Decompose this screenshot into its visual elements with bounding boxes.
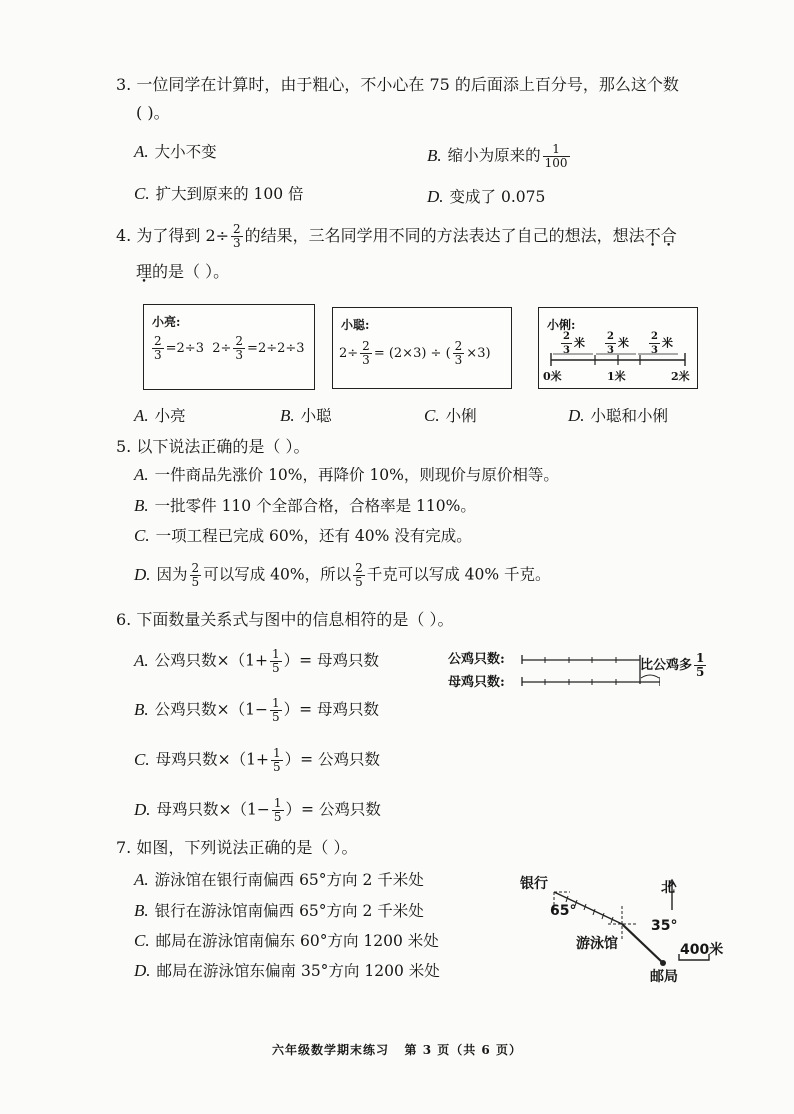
emphasis-dot: 合 — [660, 226, 677, 245]
q7-option-d[interactable]: D. 邮局在游泳馆东偏南 35°方向 1200 米处 — [134, 961, 440, 980]
fraction: $\frac{1}{100}$ — [544, 142, 568, 170]
q3-stem-line1: 3. 一位同学在计算时，由于粗心，不小心在 75 的后面添上百分号，那么这个数 — [116, 75, 679, 94]
box-equation: 2÷ $\frac{2}{3}$ = (2×3) ÷ ( $\frac{2}{3}$ ×3) — [339, 339, 491, 367]
angle-label-35: 35° — [651, 918, 678, 934]
q4-option-b[interactable]: B. 小聪 — [280, 406, 332, 425]
method-box-xiaocong — [332, 307, 512, 389]
q6-option-a[interactable]: A. 公鸡只数×（1+ $\frac{1}{5}$ ）= 母鸡只数 — [134, 647, 380, 675]
segment-label: $\frac{2}{3}$ 米 — [563, 331, 585, 356]
diagram-note: 比公鸡多 $\frac{1}{5}$ — [640, 651, 705, 679]
q6-option-c[interactable]: C. 母鸡只数×（1+ $\frac{1}{5}$ ）= 公鸡只数 — [134, 746, 380, 774]
q5-stem: 5. 以下说法正确的是（ ）。 — [116, 437, 310, 456]
pool-label: 游泳馆 — [576, 936, 618, 952]
segment-label: $\frac{2}{3}$ 米 — [607, 331, 629, 356]
method-box-xiaoliang — [143, 304, 315, 390]
q6-option-d[interactable]: D. 母鸡只数×（1− $\frac{1}{5}$ ）= 公鸡只数 — [134, 796, 381, 824]
q4-option-c[interactable]: C. 小俐 — [424, 406, 477, 425]
q7-option-b[interactable]: B. 银行在游泳馆南偏西 65°方向 2 千米处 — [134, 901, 424, 920]
rooster-label: 公鸡只数: — [448, 652, 505, 667]
box-caption: 小俐: — [547, 318, 576, 332]
box-caption: 小聪: — [341, 318, 370, 332]
page-footer: 六年级数学期末练习 第 3 页（共 6 页） — [272, 1043, 522, 1057]
q5-option-d[interactable]: D. 因为 $\frac{2}{5}$ 可以写成 40%，所以 $\frac{2}{5}$ 千克可以写成 40% 千克。 — [134, 561, 551, 589]
scale-label: 400米 — [680, 942, 724, 958]
north-label: 北 — [661, 880, 675, 896]
q4-stem-line2: 理的是（ ）。 — [136, 262, 230, 281]
q3-stem-line2: ( )。 — [136, 103, 170, 122]
tick-label: 2米 — [671, 370, 690, 383]
q3-option-b[interactable]: B. 缩小为原来的 $\frac{1}{100}$ — [427, 142, 568, 170]
bank-label: 银行 — [520, 876, 548, 892]
angle-label-65: 65° — [550, 903, 577, 919]
segment-label: $\frac{2}{3}$ 米 — [651, 331, 673, 356]
tick-label: 1米 — [607, 370, 626, 383]
hen-label: 母鸡只数: — [448, 675, 505, 690]
q5-option-c[interactable]: C. 一项工程已完成 60%，还有 40% 没有完成。 — [134, 526, 472, 545]
q7-option-a[interactable]: A. 游泳馆在银行南偏西 65°方向 2 千米处 — [134, 870, 424, 889]
q5-option-a[interactable]: A. 一件商品先涨价 10%，再降价 10%，则现价与原价相等。 — [134, 465, 559, 484]
map-diagram — [518, 870, 738, 990]
segment-bar-diagram — [520, 650, 660, 690]
method-box-xiaoli — [538, 307, 698, 389]
tick-label: 0米 — [543, 370, 562, 383]
q6-stem: 6. 下面数量关系式与图中的信息相符的是（ ）。 — [116, 610, 454, 629]
q7-option-c[interactable]: C. 邮局在游泳馆南偏东 60°方向 1200 米处 — [134, 931, 439, 950]
box-caption: 小亮: — [152, 315, 181, 329]
emphasis-dot: 不 — [644, 226, 661, 245]
fraction: $\frac{2}{3}$ — [233, 222, 241, 250]
q4-option-a[interactable]: A. 小亮 — [134, 406, 186, 425]
q7-stem: 7. 如图，下列说法正确的是（ ）。 — [116, 838, 358, 857]
q5-option-b[interactable]: B. 一批零件 110 个全部合格，合格率是 110%。 — [134, 496, 476, 515]
q3-option-a[interactable]: A. 大小不变 — [134, 142, 217, 161]
q3-option-d[interactable]: D. 变成了 0.075 — [427, 187, 546, 206]
q4-stem-line1: 4. 为了得到 2÷ $\frac{2}{3}$ 的结果，三名同学用不同的方法表达了自己的想法，想法不合 — [116, 222, 677, 250]
box-equation: $\frac{2}{3}$ =2÷3 2÷ $\frac{2}{3}$ =2÷2÷3 — [154, 334, 305, 362]
q6-option-b[interactable]: B. 公鸡只数×（1− $\frac{1}{5}$ ）= 母鸡只数 — [134, 696, 380, 724]
q3-option-c[interactable]: C. 扩大到原来的 100 倍 — [134, 184, 304, 203]
q4-option-d[interactable]: D. 小聪和小俐 — [568, 406, 669, 425]
emphasis-dot: 理 — [136, 262, 153, 281]
post-office-label: 邮局 — [650, 969, 678, 985]
